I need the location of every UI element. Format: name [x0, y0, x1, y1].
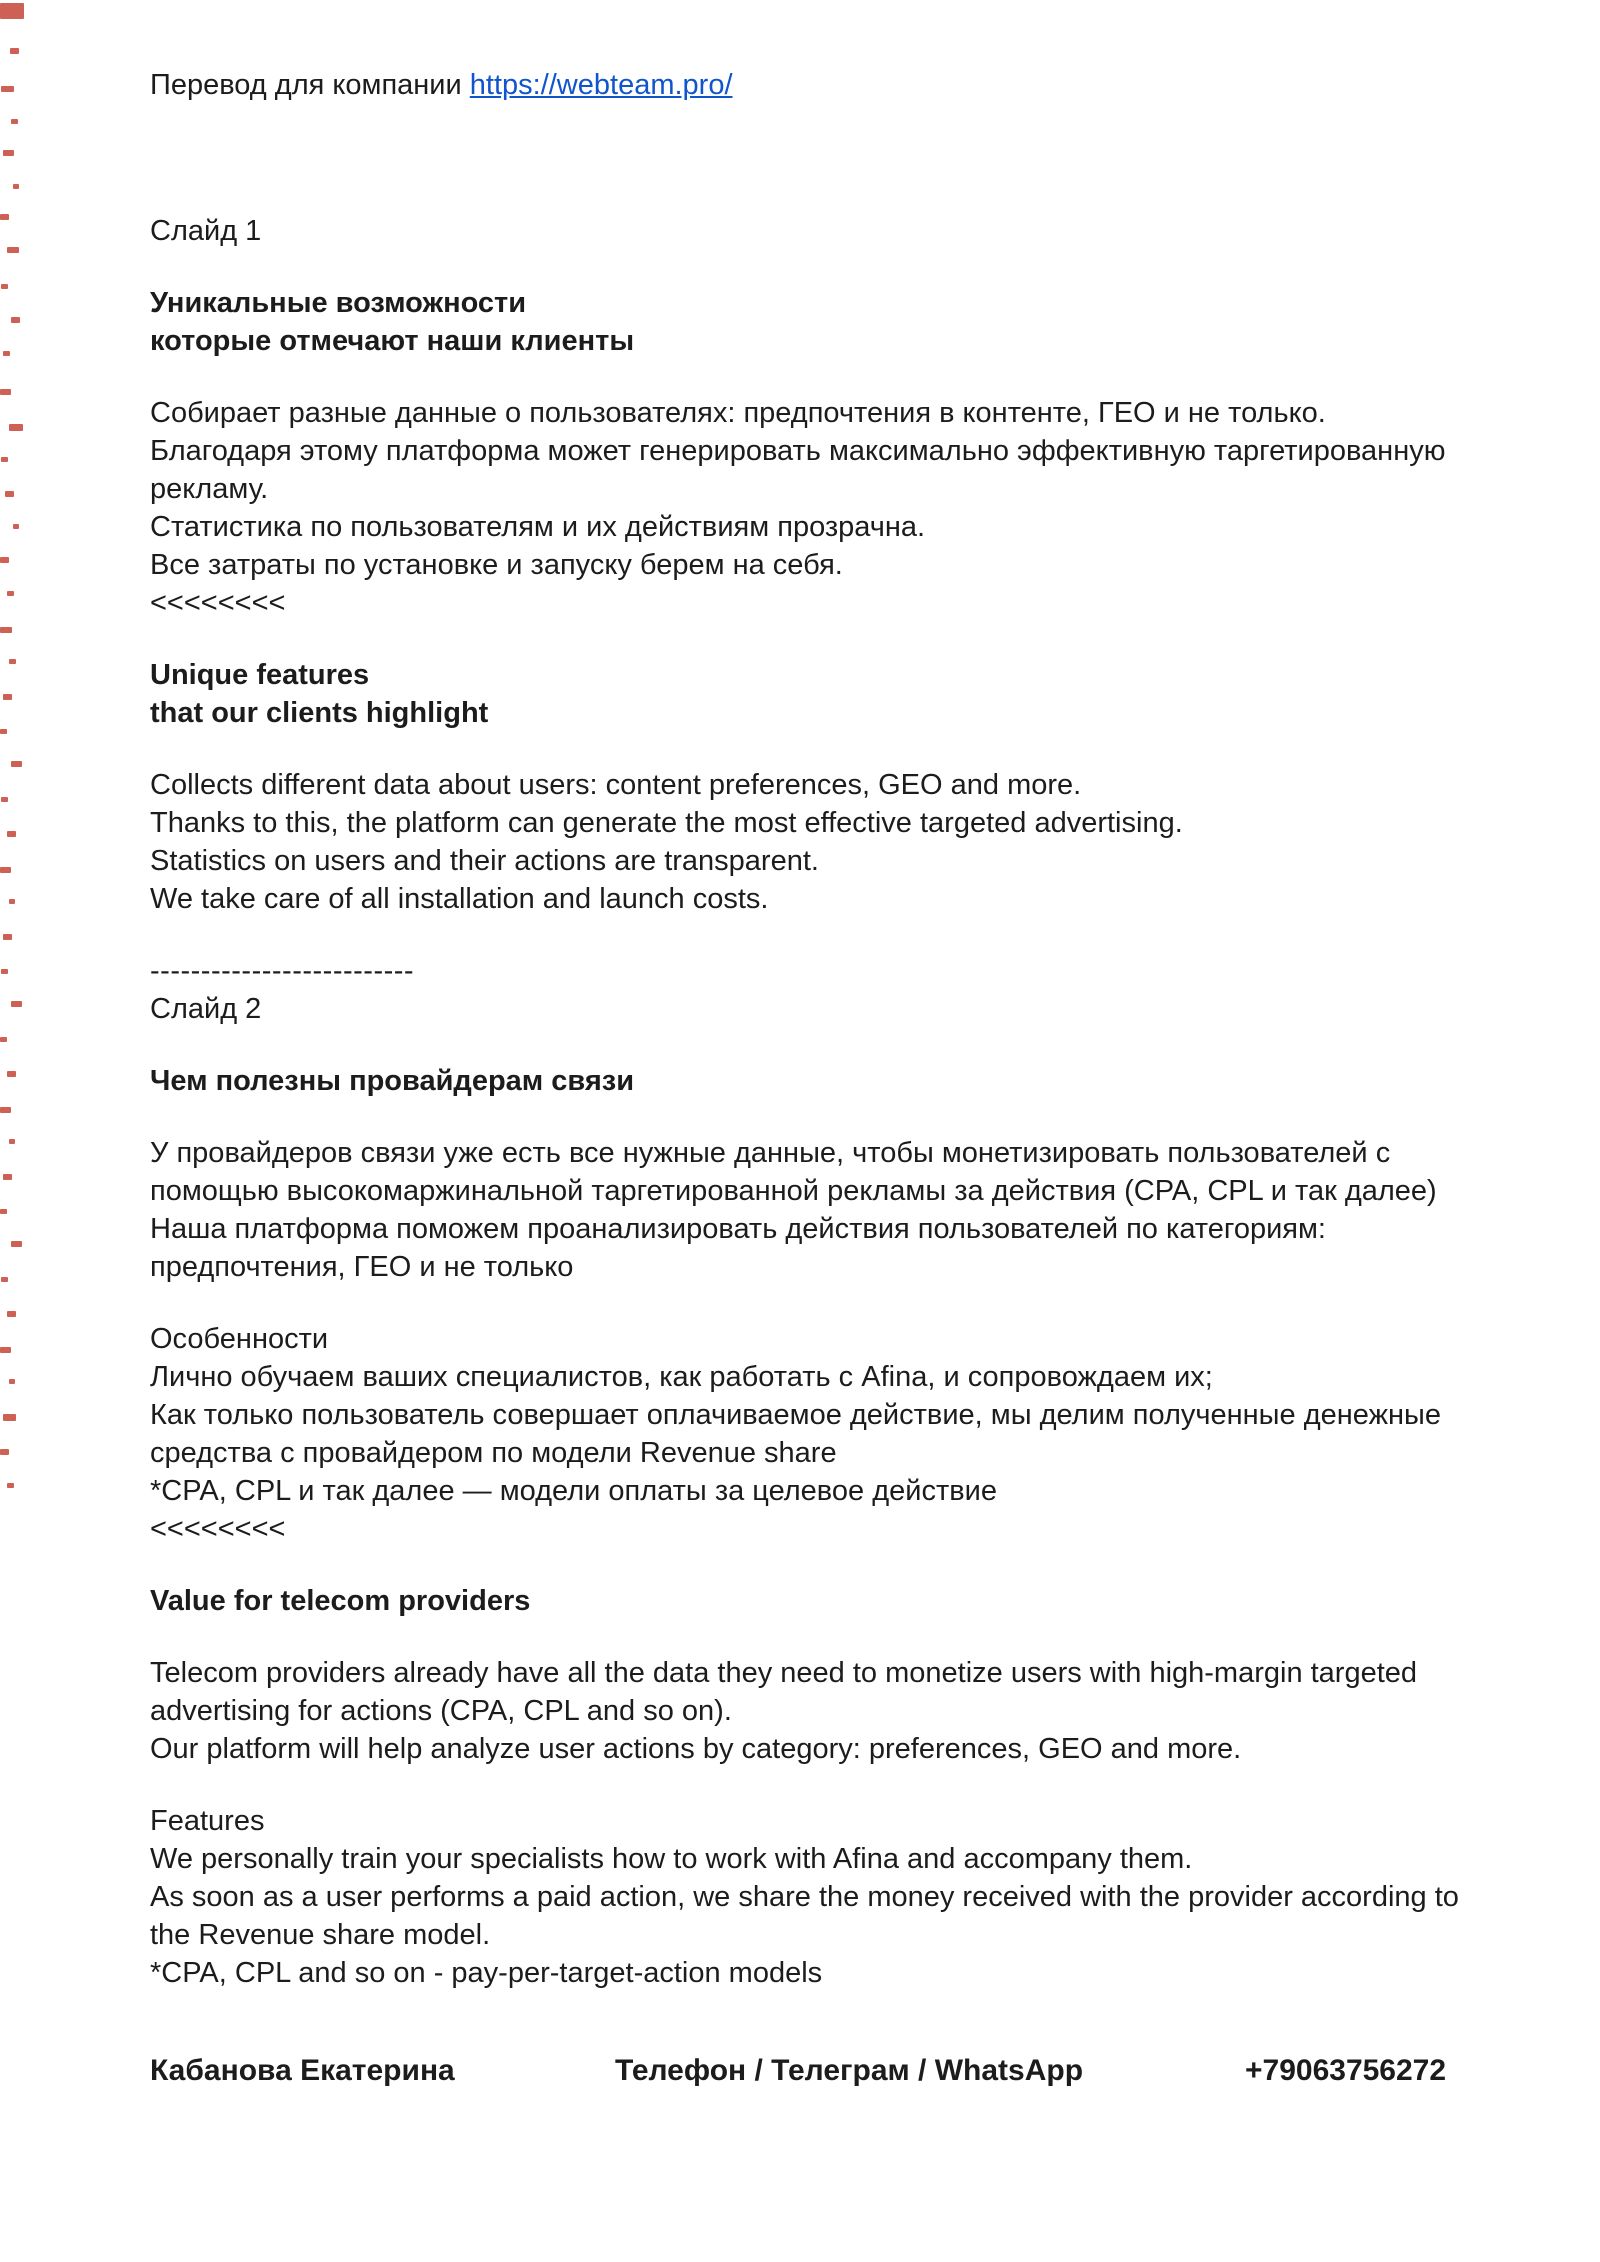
edge-artifact	[0, 867, 11, 873]
translation-note-text: Перевод для компании	[150, 69, 470, 101]
section-heading	[150, 284, 1480, 360]
text-line: Особенности	[150, 1323, 329, 1355]
edge-artifact	[7, 591, 14, 596]
heading-line: Чем полезны провайдерам связи	[150, 1065, 635, 1097]
text-line: Слайд 2	[150, 993, 262, 1025]
heading-line: Unique features	[150, 659, 370, 691]
text-line: *CPA, CPL и так далее — модели оплаты за целевое действие	[150, 1475, 997, 1507]
text-line: Features	[150, 1805, 265, 1837]
text-line: Telecom providers already have all the data they need to monetize users with high-margin targeted advertising for actions (CPA, CPL and so on).	[150, 1657, 1418, 1727]
document-body	[150, 212, 1480, 1992]
text-line: У провайдеров связи уже есть все нужные данные, чтобы монетизировать пользователей с помощью высокомаржинальной таргетированной рекламы за действия (CPA, CPL и так далее)	[150, 1137, 1437, 1207]
text-line: We personally train your specialists how to work with Afina and accompany them.	[150, 1843, 1193, 1875]
text-line: --------------------------	[150, 955, 415, 987]
edge-artifact	[1, 457, 8, 462]
edge-artifact	[1, 284, 8, 289]
slide-label	[150, 990, 1480, 1028]
edge-artifact	[11, 1241, 22, 1247]
edge-artifact	[7, 1311, 16, 1317]
edge-artifact	[3, 351, 10, 356]
edge-artifact	[3, 934, 12, 940]
heading-line: Value for telecom providers	[150, 1585, 531, 1617]
edge-artifact	[11, 761, 22, 767]
section-heading	[150, 656, 1480, 732]
edge-artifact	[0, 1107, 11, 1113]
webteam-link[interactable]: https://webteam.pro/	[469, 69, 733, 101]
heading-line: that our clients highlight	[150, 697, 489, 729]
text-line: Слайд 1	[150, 215, 262, 247]
heading-line: которые отмечают наши клиенты	[150, 325, 635, 357]
edge-artifact	[1, 969, 8, 974]
section-heading	[150, 1582, 1480, 1620]
edge-artifact	[0, 627, 12, 633]
edge-artifact	[1, 1277, 8, 1282]
edge-artifact	[13, 524, 19, 529]
paragraph	[150, 394, 1480, 622]
edge-artifact	[0, 389, 11, 395]
edge-artifact	[0, 214, 9, 220]
edge-artifact	[7, 1483, 14, 1488]
edge-artifact	[3, 1414, 16, 1421]
edge-artifact	[9, 424, 23, 431]
contact-name: Кабанова Екатерина	[150, 2054, 455, 2087]
paragraph	[150, 1654, 1480, 1768]
edge-artifact	[0, 1037, 7, 1042]
edge-artifact	[5, 491, 14, 497]
edge-artifact	[9, 659, 16, 664]
edge-artifact	[11, 1001, 22, 1007]
text-line: Как только пользователь совершает оплачиваемое действие, мы делим полученные денежные средства с провайдером по модели Revenue share	[150, 1399, 1441, 1469]
text-line: *CPA, CPL and so on - pay-per-target-action models	[150, 1957, 823, 1989]
translation-note	[150, 66, 1480, 104]
paragraph	[150, 1134, 1480, 1286]
text-line: Лично обучаем ваших специалистов, как работать с Afina, и сопровождаем их;	[150, 1361, 1213, 1393]
text-line: Собирает разные данные о пользователях: предпочтения в контенте, ГЕО и не только.	[150, 397, 1326, 429]
text-line: Statistics on users and their actions are transparent.	[150, 845, 819, 877]
text-line: As soon as a user performs a paid action, we share the money received with the provider according to the Revenue share model.	[150, 1881, 1459, 1951]
slide-label	[150, 212, 1480, 250]
edge-artifact	[7, 831, 16, 837]
edge-artifact	[1, 797, 8, 802]
edge-artifact	[0, 1449, 9, 1455]
text-line: Наша платформа поможем проанализировать действия пользователей по категориям: предпочтения, ГЕО и не только	[150, 1213, 1326, 1283]
text-line: Collects different data about users: content preferences, GEO and more.	[150, 769, 1082, 801]
heading-line: Уникальные возможности	[150, 287, 527, 319]
edge-artifact	[13, 184, 19, 189]
section-heading	[150, 1062, 1480, 1100]
text-line: Thanks to this, the platform can generate the most effective targeted advertising.	[150, 807, 1183, 839]
divider	[150, 952, 1480, 990]
edge-artifact	[3, 694, 12, 700]
contact-phone: +79063756272	[1245, 2054, 1447, 2087]
edge-artifact	[0, 1209, 7, 1214]
edge-artifact	[3, 150, 14, 156]
edge-artifact	[7, 1071, 16, 1077]
text-line: Our platform will help analyze user actions by category: preferences, GEO and more.	[150, 1733, 1242, 1765]
edge-artifact	[9, 899, 15, 904]
edge-artifact	[3, 1174, 12, 1180]
edge-artifact	[1, 86, 14, 92]
edge-artifact	[0, 1347, 11, 1353]
edge-artifact	[9, 1139, 15, 1144]
edge-artifact	[11, 317, 20, 323]
paragraph	[150, 1802, 1480, 1992]
edge-artifact	[11, 119, 18, 124]
text-line: Статистика по пользователям и их действиям прозрачна.	[150, 511, 926, 543]
paragraph	[150, 766, 1480, 918]
contact-footer	[150, 2052, 1480, 2090]
text-line: Все затраты по установке и запуску берем на себя.	[150, 549, 843, 581]
edge-artifact	[0, 557, 9, 563]
edge-artifact	[9, 1379, 15, 1384]
paragraph	[150, 1320, 1480, 1548]
edge-artifact	[7, 247, 19, 253]
edge-artifact	[0, 3, 24, 19]
text-line: <<<<<<<<	[150, 587, 286, 619]
text-line: Благодаря этому платформа может генерировать максимально эффективную таргетированную рекламу.	[150, 435, 1446, 505]
text-line: <<<<<<<<	[150, 1513, 286, 1545]
edge-artifact	[0, 729, 7, 734]
text-line: We take care of all installation and launch costs.	[150, 883, 769, 915]
contact-channels: Телефон / Телеграм / WhatsApp	[615, 2054, 1084, 2087]
edge-artifact	[10, 48, 19, 54]
